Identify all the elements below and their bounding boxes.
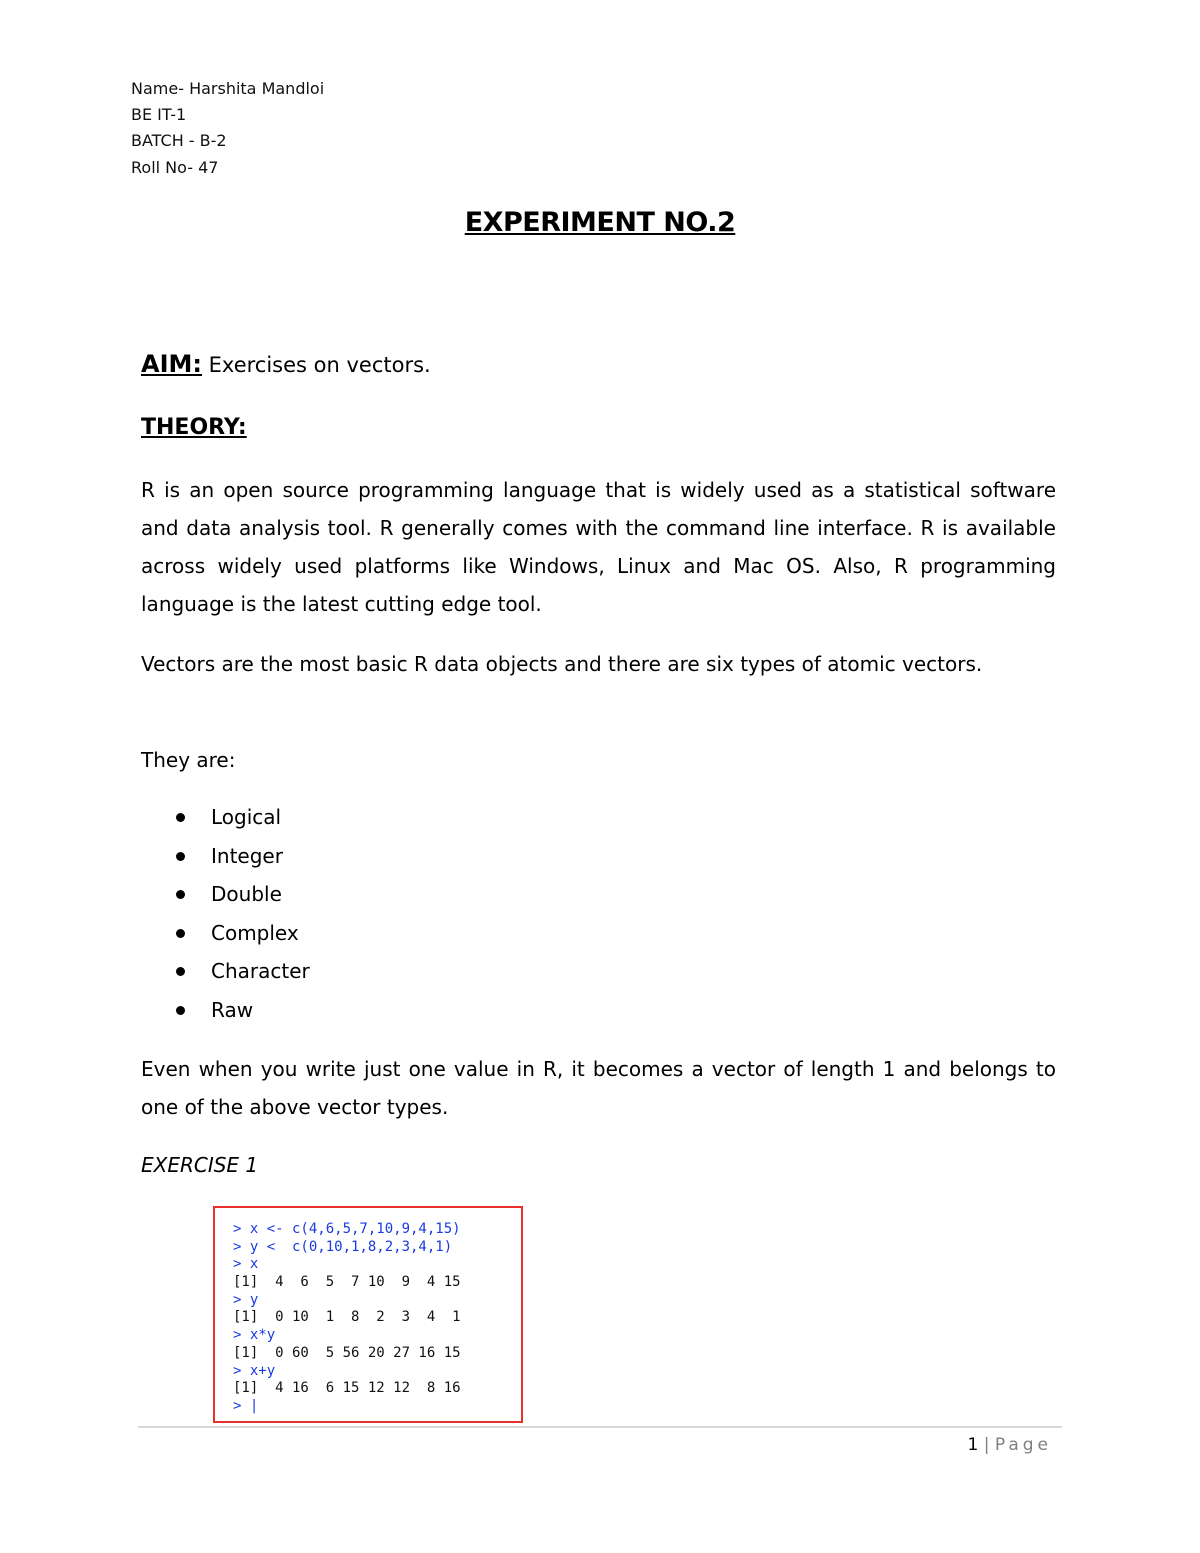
console-line: [1] 0 10 1 8 2 3 4 1 — [233, 1309, 461, 1326]
r-console-screenshot — [213, 1206, 523, 1423]
page-title: EXPERIMENT NO.2 — [464, 207, 736, 238]
bullet-icon — [176, 890, 185, 899]
console-line: > x+y — [233, 1362, 276, 1379]
aim-text: Exercises on vectors. — [201, 353, 431, 377]
console-line: > x — [233, 1256, 259, 1273]
console-line: > | — [233, 1397, 259, 1414]
console-line: > y < c(0,10,1,8,2,3,4,1) — [233, 1238, 453, 1255]
console-line: [1] 0 60 5 56 20 27 16 15 — [233, 1344, 461, 1361]
list-item — [171, 837, 310, 876]
aim-label: AIM: — [141, 350, 202, 378]
bullet-icon — [176, 1006, 185, 1015]
page-number: 1 — [967, 1435, 979, 1455]
footer-divider — [138, 1426, 1062, 1428]
bullet-icon — [176, 929, 185, 938]
console-line: [1] 4 6 5 7 10 9 4 15 — [233, 1274, 461, 1291]
theory-paragraph-intro: R is an open source programming language that is widely used as a statistical software and data analysis tool. R generally comes with the command line interface. R is available across widely used platforms like Windows, Linux and Mac OS. Also, R programming language is the latest cutting edge tool. — [141, 478, 1056, 616]
list-item — [171, 991, 310, 1030]
bullet-icon — [176, 967, 185, 976]
console-line: > x*y — [233, 1327, 276, 1344]
list-item — [171, 798, 310, 837]
aim-line — [141, 348, 431, 381]
exercise-label: EXERCISE 1 — [141, 1153, 259, 1177]
page-footer — [967, 1434, 1052, 1456]
list-item-label: Raw — [211, 997, 254, 1022]
list-item-label: Logical — [211, 805, 282, 829]
list-item — [171, 914, 310, 953]
list-item-label: Complex — [211, 920, 299, 945]
vector-types-list — [171, 798, 310, 1029]
list-item-label: Double — [211, 882, 282, 906]
student-roll-number: Roll No- 47 — [131, 158, 219, 177]
page-word: Page — [994, 1435, 1052, 1455]
bullet-icon — [176, 813, 185, 822]
theory-paragraph-length-one: Even when you write just one value in R, it becomes a vector of length 1 and belongs to one of the above vector types. — [141, 1057, 1056, 1119]
bullet-icon — [176, 852, 185, 861]
theory-paragraph-they-are: They are: — [141, 748, 236, 772]
theory-paragraph-vectors: Vectors are the most basic R data objects and there are six types of atomic vectors. — [141, 652, 983, 676]
console-line: > y — [233, 1291, 259, 1308]
theory-heading: THEORY: — [141, 415, 247, 440]
list-item-label: Integer — [211, 843, 283, 868]
console-line: > x <- c(4,6,5,7,10,9,4,15) — [233, 1221, 461, 1237]
list-item-label: Character — [211, 959, 310, 983]
student-name: Name- Harshita Mandloi — [131, 79, 325, 98]
list-item — [171, 952, 310, 991]
student-batch: BATCH - B-2 — [131, 131, 227, 150]
console-line: [1] 4 16 6 15 12 12 8 16 — [233, 1380, 461, 1397]
list-item — [171, 875, 310, 914]
student-class: BE IT-1 — [131, 105, 187, 124]
footer-separator: | — [983, 1435, 990, 1455]
